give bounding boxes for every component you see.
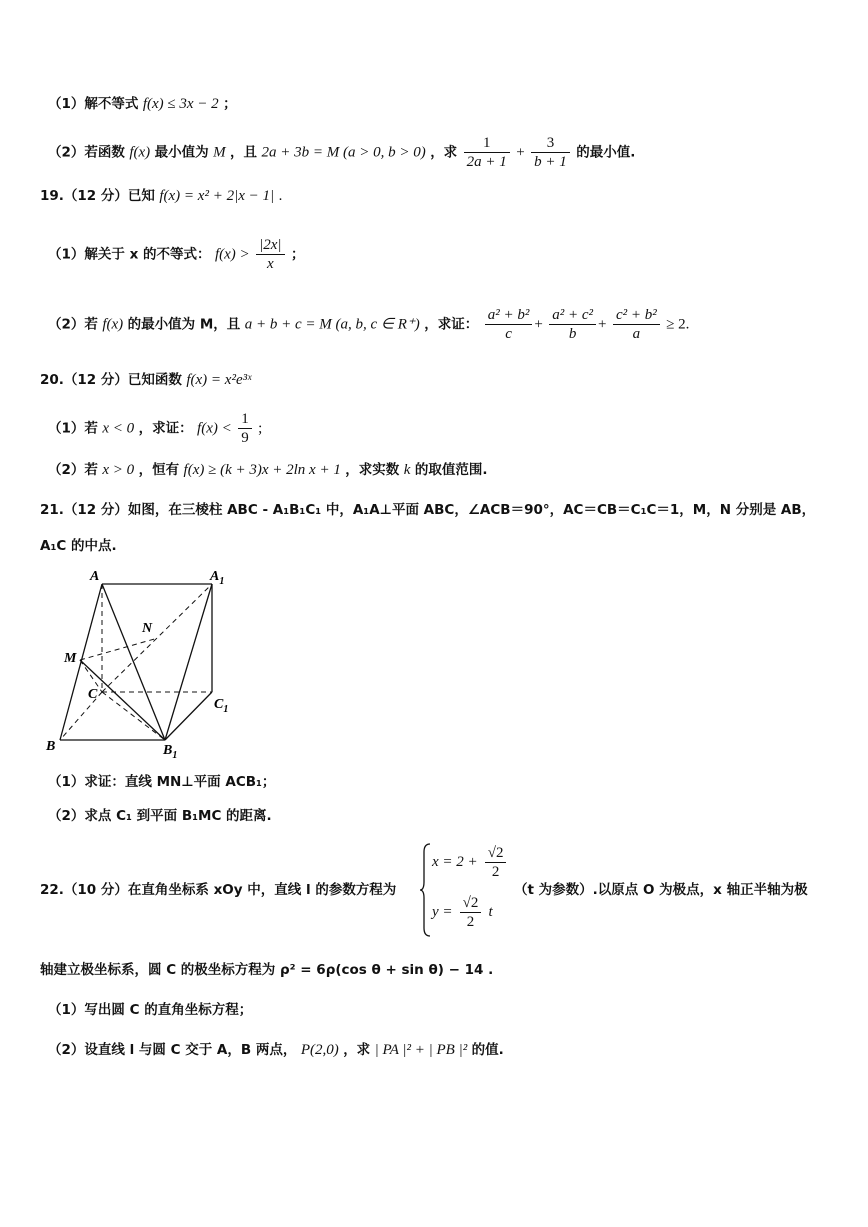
p22-y-equation <box>432 894 493 931</box>
p20-part1-end: ; <box>258 420 263 437</box>
p22-header <box>40 880 396 900</box>
p22-y-eq: y = <box>432 904 453 920</box>
p19-part1 <box>48 236 304 273</box>
p19-head: 19.（12 分）已知 <box>40 188 155 204</box>
p22-head: 22.（10 分）在直角坐标系 xOy 中，直线 l 的参数方程为 <box>40 882 397 898</box>
p18-plus: + <box>516 144 525 161</box>
p18-part2 <box>48 134 635 171</box>
p20-part2-t1: ，恒有 <box>138 462 180 478</box>
prism-figure <box>40 562 250 762</box>
point-M: M <box>64 651 77 666</box>
p19-frac1-den: c <box>505 326 512 342</box>
vertex-B1: $B_1$ <box>163 743 178 761</box>
p22-x-num: √2 <box>485 844 507 863</box>
p20-part1-lhs: f(x) < <box>197 420 232 437</box>
p22-head-tail: （t 为参数）.以原点 O 为极点，x 轴正半轴为极 <box>514 882 808 898</box>
p20-header <box>40 370 251 390</box>
p18-fraction-2 <box>531 134 570 171</box>
p20-part2-ineq: f(x) ≥ (k + 3)x + 2ln x + 1 <box>183 462 341 478</box>
p18-part1-math: f(x) ≤ 3x − 2 <box>142 96 219 112</box>
p19-frac3-den: a <box>632 326 641 342</box>
p20-part1-label: （1）若 <box>48 420 98 437</box>
p22-y-num: √2 <box>460 894 482 913</box>
point-N: N <box>142 621 153 636</box>
p22-part2 <box>48 1040 504 1060</box>
p20-part2 <box>48 460 488 480</box>
p19-frac3-num: c² + b² <box>613 306 660 325</box>
p22-part2-point: P(2,0) <box>300 1042 339 1058</box>
p19-part1-num: |2x| <box>256 236 284 255</box>
p18-frac2-num: 3 <box>531 134 570 153</box>
p19-part1-den: x <box>266 256 274 272</box>
p18-frac1-den: 2a + 1 <box>466 154 507 170</box>
p20-head: 20.（12 分）已知函数 <box>40 372 182 388</box>
p19-frac-1 <box>485 306 533 343</box>
p18-part2-fx: f(x) <box>129 144 151 161</box>
p22-part2-t1: ，求 <box>343 1042 371 1058</box>
p19-frac-3 <box>613 306 660 343</box>
p20-part2-k: k <box>403 462 411 478</box>
p18-part2-M: M <box>213 144 226 161</box>
p18-part2-eq: 2a + 3b = M (a > 0, b > 0) <box>261 144 426 161</box>
p22-parametric-system <box>420 842 520 942</box>
p21-line1: 21.（12 分）如图，在三棱柱 ABC - A₁B₁C₁ 中，A₁A⊥平面 ABC，∠ACB＝90°，AC＝CB＝C₁C＝1，M，N 分别是 AB， <box>40 502 816 518</box>
p18-part2-label: （2）若函数 <box>48 144 125 161</box>
p18-frac2-den: b + 1 <box>534 154 567 170</box>
p22-y-t: t <box>488 904 493 920</box>
p22-x-frac <box>485 844 507 881</box>
p18-part2-t3: ，求 <box>430 144 458 161</box>
p20-part2-t2: ，求实数 <box>345 462 400 478</box>
p20-part1-num: 1 <box>238 410 252 429</box>
p19-frac-2 <box>549 306 596 343</box>
p19-math: f(x) = x² + 2|x − 1| <box>159 188 275 204</box>
p22-part2-t2: 的值. <box>471 1042 504 1058</box>
p19-part1-lhs: f(x) > <box>214 246 250 263</box>
p19-frac1-num: a² + b² <box>485 306 533 325</box>
p18-part1 <box>48 94 237 114</box>
p22-x-equation <box>432 844 508 881</box>
p22-part2-label: （2）设直线 l 与圆 C 交于 A，B 两点， <box>48 1042 297 1058</box>
p20-part2-t3: 的取值范围. <box>414 462 488 478</box>
p20-part2-cond: x > 0 <box>102 462 135 478</box>
p19-part2-tail: ≥ 2. <box>666 316 690 333</box>
p22-x-eq: x = 2 + <box>432 854 478 870</box>
left-brace <box>420 842 432 938</box>
p19-part2: （2）若 f(x) 的最小值为 M，且 a + b + c = M (a, b, c ∈ R⁺) ，求证： $\frac{\text{a² + b²}}{c}$ + $\frac{\text{a² + c²}}{b}$ + $\frac{\text{c² + b²}}{a}$ ≥ 2. <box>48 307 690 342</box>
vertex-A1: $A_1$ <box>210 569 225 587</box>
p20-part2-label: （2）若 <box>48 462 98 478</box>
p18-part1-label: （1）解不等式 <box>48 96 139 112</box>
p18-frac1-num: 1 <box>464 134 510 153</box>
p19-part2-t2: ，求证： <box>424 316 479 333</box>
p21-part2: （2）求点 C₁ 到平面 B₁MC 的距离. <box>48 808 272 824</box>
vertex-C: C <box>88 687 98 702</box>
p20-part1-cond: x < 0 <box>102 420 135 437</box>
p20-part1 <box>48 410 262 447</box>
p22-x-den: 2 <box>491 864 500 880</box>
p19-part1-label: （1）解关于 x 的不等式： <box>48 246 211 263</box>
p20-math: f(x) = x²e³ˣ <box>186 372 252 388</box>
p19-end: . <box>278 188 283 204</box>
p19-header <box>40 186 282 206</box>
p20-part1-den: 9 <box>241 430 249 446</box>
p22-line2: 轴建立极坐标系，圆 C 的极坐标方程为 ρ² = 6ρ(cos θ + sin θ) − 14 . <box>40 962 494 978</box>
p21-part1: （1）求证：直线 MN⊥平面 ACB₁； <box>48 774 276 790</box>
p18-part2-t4: 的最小值. <box>576 144 636 161</box>
p18-fraction-1 <box>464 134 510 171</box>
p19-frac2-den: b <box>568 326 577 342</box>
p19-part1-fraction <box>256 236 284 273</box>
p18-part2-t2: ，且 <box>230 144 258 161</box>
p19-part2-eq: a + b + c = M (a, b, c ∈ R⁺) <box>244 316 420 333</box>
p19-part2-label: （2）若 <box>48 316 98 333</box>
p18-part1-end: ； <box>223 96 237 112</box>
p19-part2-fx: f(x) <box>102 316 124 333</box>
vertex-C1: $C_1$ <box>214 697 229 715</box>
vertex-A: A <box>90 569 100 584</box>
p18-part2-t1: 最小值为 <box>154 144 209 161</box>
p19-part1-end: ； <box>290 246 305 263</box>
p22-part2-expr: | PA |² + | PB |² <box>374 1042 468 1058</box>
p19-part2-t1: 的最小值为 M，且 <box>127 316 241 333</box>
p20-part1-t1: ，求证： <box>138 420 193 437</box>
vertex-B: B <box>46 739 56 754</box>
p22-y-den: 2 <box>466 914 475 930</box>
p22-y-frac <box>460 894 482 931</box>
p22-part1: （1）写出圆 C 的直角坐标方程； <box>48 1002 253 1018</box>
p19-frac2-num: a² + c² <box>549 306 596 325</box>
p20-part1-fraction <box>238 410 252 447</box>
p21-line2: A₁C 的中点. <box>40 538 117 554</box>
